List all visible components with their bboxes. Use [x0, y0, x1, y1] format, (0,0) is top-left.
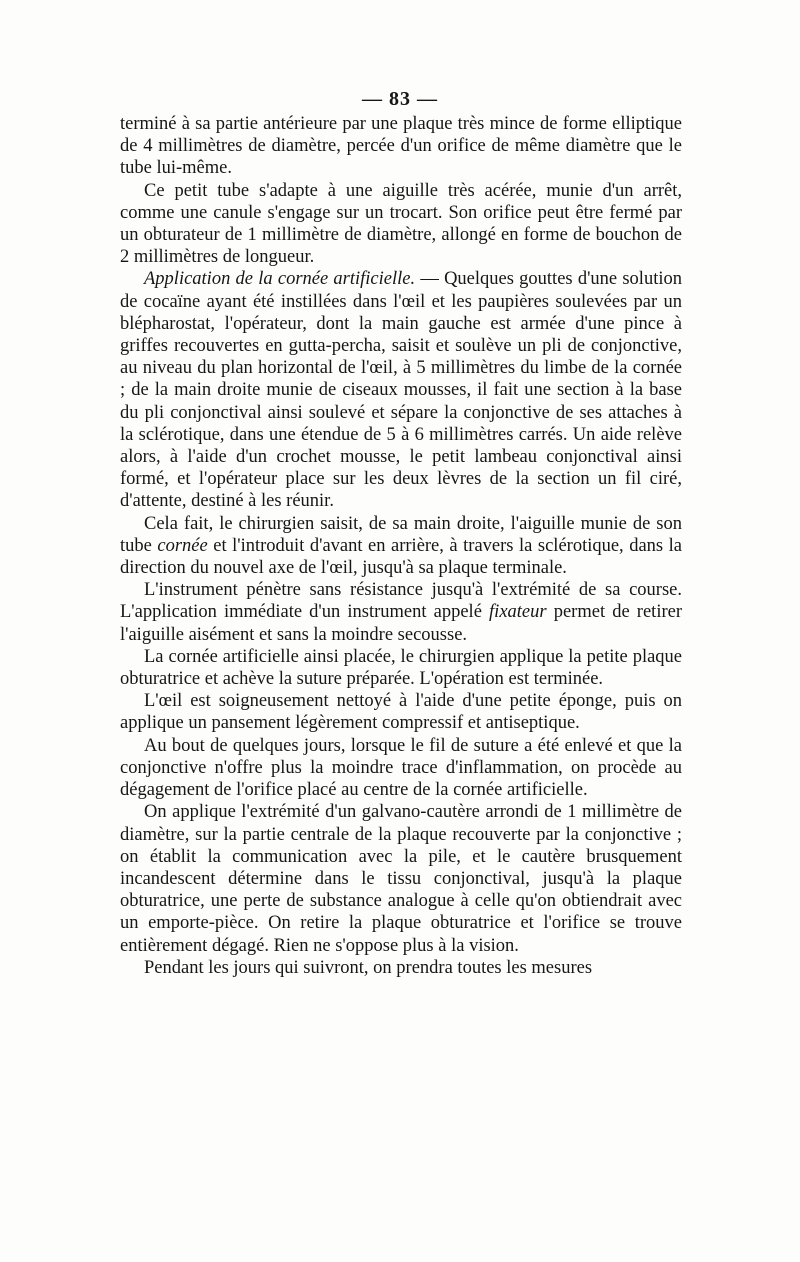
paragraph-text: terminé à sa partie antérieure par une plaque très mince de forme elliptique de 4 millimètres de diamètre, percée d'un orifice de même diamètre que le tube lui-même. — [120, 114, 682, 179]
paragraph-text: L'instrument pénètre sans résistance jusqu'à l'extrémité de sa course. L'application immédiate d'un instrument appelé — [120, 580, 682, 623]
paragraph — [120, 513, 682, 580]
page-body-text — [120, 113, 682, 979]
italic-text: fixateur — [489, 602, 547, 623]
paragraph-text: et l'introduit d'avant en arrière, à travers la sclérotique, dans la direction du nouvel axe de l'œil, jusqu'à sa plaque terminale. — [120, 535, 682, 579]
paragraph — [120, 579, 682, 646]
italic-text: cornée — [157, 535, 208, 556]
paragraph — [120, 113, 682, 180]
paragraph-text: On applique l'extrémité d'un galvano-cautère arrondi de 1 millimètre de diamètre, sur la partie centrale de la plaque recouverte par la conjonctive ; on établit la communication avec la pile, et le cautère brusquement incandescent détermine dans le tissu conjonctival, jusqu'à la plaque obturatrice, une perte de substance analogue à celle qu'on obtiendrait avec un emporte-pièce. On retire la plaque obturatrice et l'orifice se trouve entièrement dégagé. Rien ne s'oppose plus à la vision. — [120, 802, 682, 956]
paragraph-text: L'œil est soigneusement nettoyé à l'aide d'une petite éponge, puis on applique un pansement légèrement compressif et antiseptique. — [120, 691, 682, 734]
paragraph-text: permet de retirer l'aiguille aisément et sans la moindre secousse. — [120, 602, 682, 645]
page-number: — 83 — — [362, 88, 438, 110]
paragraph-text: Cela fait, le chirurgien saisit, de sa main droite, l'aiguille munie de son tube — [120, 513, 682, 556]
italic-text: Application de la cornée artificielle. — [144, 269, 416, 290]
paragraph — [120, 735, 682, 802]
paragraph — [120, 801, 682, 956]
paragraph-text: Au bout de quelques jours, lorsque le fil de suture a été enlevé et que la conjonctive n'offre plus la moindre trace d'inflammation, on procède au dégagement de l'orifice placé au centre de la cornée artificielle. — [120, 735, 682, 801]
paragraph — [120, 268, 682, 512]
paragraph-text: La cornée artificielle ainsi placée, le chirurgien applique la petite plaque obturatrice et achève la suture préparée. L'opération est terminée. — [120, 646, 682, 690]
paragraph — [120, 646, 682, 690]
paragraph-text: Ce petit tube s'adapte à une aiguille très acérée, munie d'un arrêt, comme une canule s'engage sur un trocart. Son orifice peut être fermé par un obturateur de 1 millimètre de diamètre, allongé en forme de bouchon de 2 millimètres de longueur. — [120, 180, 682, 268]
paragraph — [120, 690, 682, 734]
paragraph-text: — Quelques gouttes d'une solution de cocaïne ayant été instillées dans l'œil et les paupières soulevées par un blépharostat, l'opérateur, dont la main gauche est armée d'une pince à griffes recouvertes en gutta-percha, saisit et soulève un pli de conjonctive, au niveau du plan horizontal de l'œil, à 5 millimètres du limbe de la cornée ; de la main droite munie de ciseaux mousses, il fait une section à la base du pli conjonctival ainsi soulevé et sépare la conjonctive de ses attaches à la sclérotique, dans une étendue de 5 à 6 millimètres carrés. Un aide relève alors, à l'aide d'un crochet mousse, le petit lambeau conjonctival ainsi formé, et l'opérateur place sur les deux lèvres de la section un fil ciré, d'attente, destiné à les réunir. — [120, 269, 682, 512]
paragraph — [120, 957, 682, 979]
paragraph-text: Pendant les jours qui suivront, on prendra toutes les mesures — [144, 957, 593, 978]
paragraph — [120, 180, 682, 269]
